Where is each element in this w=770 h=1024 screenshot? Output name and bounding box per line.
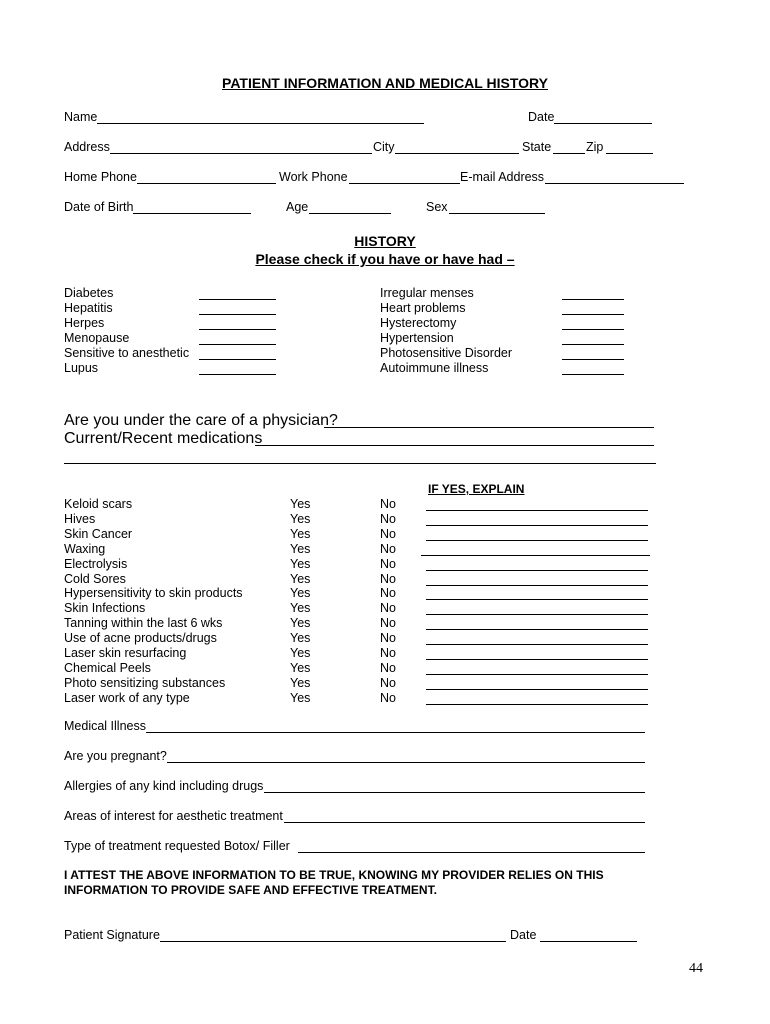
yes-option[interactable]: Yes [290,631,311,646]
no-option[interactable]: No [380,586,396,601]
physician-care-label: Are you under the care of a physician? [64,412,338,429]
email-label: E-mail Address [460,170,545,184]
yes-option[interactable]: Yes [290,690,311,705]
zip-label: Zip [586,140,604,154]
history-check-field[interactable] [199,286,276,300]
page-title: PATIENT INFORMATION AND MEDICAL HISTORY [222,75,548,91]
condition-label: Skin Infections [64,601,146,616]
history-check-field[interactable] [562,361,624,375]
email-field[interactable] [545,170,684,184]
condition-label: Waxing [64,541,106,556]
treatment-type-label: Type of treatment requested Botox/ Filler [64,839,290,853]
home-phone-label: Home Phone [64,170,137,184]
yes-option[interactable]: Yes [290,586,311,601]
history-item-label: Menopause [64,331,130,345]
medications-field[interactable] [255,429,654,446]
history-check-field[interactable] [562,301,624,315]
no-option[interactable]: No [380,646,396,660]
explain-field[interactable] [426,661,648,675]
history-item-label: Heart problems [380,301,466,315]
home-phone-field[interactable] [137,170,276,184]
explain-field[interactable] [426,691,648,705]
explain-field[interactable] [426,646,648,660]
no-option[interactable]: No [380,675,396,690]
history-item-label: Autoimmune illness [380,361,489,375]
yes-option[interactable]: Yes [290,556,311,571]
no-option[interactable]: No [380,497,396,511]
no-option[interactable]: No [380,571,396,586]
signature-date-field[interactable] [540,928,637,942]
history-item-label: Herpes [64,316,105,330]
state-field[interactable] [553,140,585,154]
signature-date-label: Date [510,928,537,942]
allergies-field[interactable] [264,779,645,793]
history-check-field[interactable] [562,316,624,330]
yes-option[interactable]: Yes [290,601,311,616]
explain-field[interactable] [426,497,648,511]
dob-label: Date of Birth [64,200,134,214]
date-label: Date [528,110,555,124]
condition-label: Photo sensitizing substances [64,675,226,690]
no-option[interactable]: No [380,556,396,571]
no-option[interactable]: No [380,601,396,616]
work-phone-label: Work Phone [279,170,348,184]
condition-label: Laser work of any type [64,690,190,705]
condition-label: Use of acne products/drugs [64,631,217,646]
history-item-label: Sensitive to anesthetic [64,346,190,360]
if-yes-explain-header: IF YES, EXPLAIN [428,482,525,496]
name-label: Name [64,110,98,124]
address-label: Address [64,140,110,154]
work-phone-field[interactable] [349,170,460,184]
page-number: 44 [689,961,703,976]
physician-care-field[interactable] [324,411,654,428]
age-label: Age [286,200,309,214]
history-item-label: Diabetes [64,286,114,300]
no-option[interactable]: No [380,616,396,631]
history-item-label: Lupus [64,361,99,375]
condition-label: Skin Cancer [64,526,133,541]
yes-option[interactable]: Yes [290,526,311,541]
no-option[interactable]: No [380,526,396,541]
history-check-field[interactable] [199,361,276,375]
condition-label: Electrolysis [64,556,128,571]
history-check-field[interactable] [199,301,276,315]
history-item-label: Hysterectomy [380,316,457,330]
areas-interest-field[interactable] [284,809,645,823]
pregnant-field[interactable] [167,749,645,763]
name-field[interactable] [97,110,424,124]
yes-option[interactable]: Yes [290,646,311,660]
explain-field[interactable] [426,572,648,586]
medications-field-line2[interactable] [64,447,656,464]
history-check-field[interactable] [199,316,276,330]
history-item-label: Photosensitive Disorder [380,346,513,360]
explain-field[interactable] [426,586,648,600]
pregnant-label: Are you pregnant? [64,749,167,763]
areas-interest-label: Areas of interest for aesthetic treatment [64,809,283,823]
condition-label: Cold Sores [64,571,126,586]
history-check-field[interactable] [199,331,276,345]
condition-label: Chemical Peels [64,660,151,675]
age-field[interactable] [309,200,391,214]
yes-option[interactable]: Yes [290,660,311,675]
treatment-type-field[interactable] [298,839,645,853]
explain-field[interactable] [426,616,648,630]
explain-field[interactable] [426,676,648,690]
attest-line-2: INFORMATION TO PROVIDE SAFE AND EFFECTIVE TREATMENT. [64,883,437,897]
dob-field[interactable] [133,200,251,214]
date-field[interactable] [554,110,652,124]
no-option[interactable]: No [380,541,396,556]
history-item-label: Irregular menses [380,286,474,300]
history-heading: HISTORY [354,233,416,249]
condition-label: Hives [64,511,96,526]
yes-option[interactable]: Yes [290,511,311,526]
no-option[interactable]: No [380,660,396,675]
explain-field[interactable] [426,512,648,526]
medical-illness-field[interactable] [146,719,645,733]
medications-label: Current/Recent medications [64,430,263,447]
allergies-label: Allergies of any kind including drugs [64,779,264,793]
yes-option[interactable]: Yes [290,571,311,586]
history-item-label: Hepatitis [64,301,113,315]
yes-option[interactable]: Yes [290,541,311,556]
zip-field[interactable] [606,140,653,154]
history-check-field[interactable] [562,331,624,345]
city-label: City [373,140,395,154]
yes-option[interactable]: Yes [290,497,311,511]
yes-option[interactable]: Yes [290,616,311,631]
address-field[interactable] [110,140,372,154]
yes-option[interactable]: Yes [290,675,311,690]
history-item-label: Hypertension [380,331,454,345]
history-subheading: Please check if you have or have had – [255,251,515,267]
no-option[interactable]: No [380,690,396,705]
sex-label: Sex [426,200,448,214]
explain-field[interactable] [421,542,650,556]
state-label: State [522,140,552,154]
history-check-field[interactable] [562,286,624,300]
no-option[interactable]: No [380,511,396,526]
patient-signature-field[interactable] [160,928,506,942]
no-option[interactable]: No [380,631,396,646]
explain-field[interactable] [426,631,648,645]
city-field[interactable] [395,140,519,154]
history-check-field[interactable] [199,346,276,360]
attest-line-1: I ATTEST THE ABOVE INFORMATION TO BE TRUE, KNOWING MY PROVIDER RELIES ON THIS [64,868,604,882]
explain-field[interactable] [426,601,648,615]
condition-label: Tanning within the last 6 wks [64,616,223,631]
explain-field[interactable] [426,527,648,541]
history-check-field[interactable] [562,346,624,360]
condition-label: Keloid scars [64,497,133,511]
patient-signature-label: Patient Signature [64,928,160,942]
condition-label: Laser skin resurfacing [64,646,187,660]
explain-field[interactable] [426,557,648,571]
sex-field[interactable] [449,200,545,214]
medical-illness-label: Medical Illness [64,719,146,733]
condition-label: Hypersensitivity to skin products [64,586,243,601]
